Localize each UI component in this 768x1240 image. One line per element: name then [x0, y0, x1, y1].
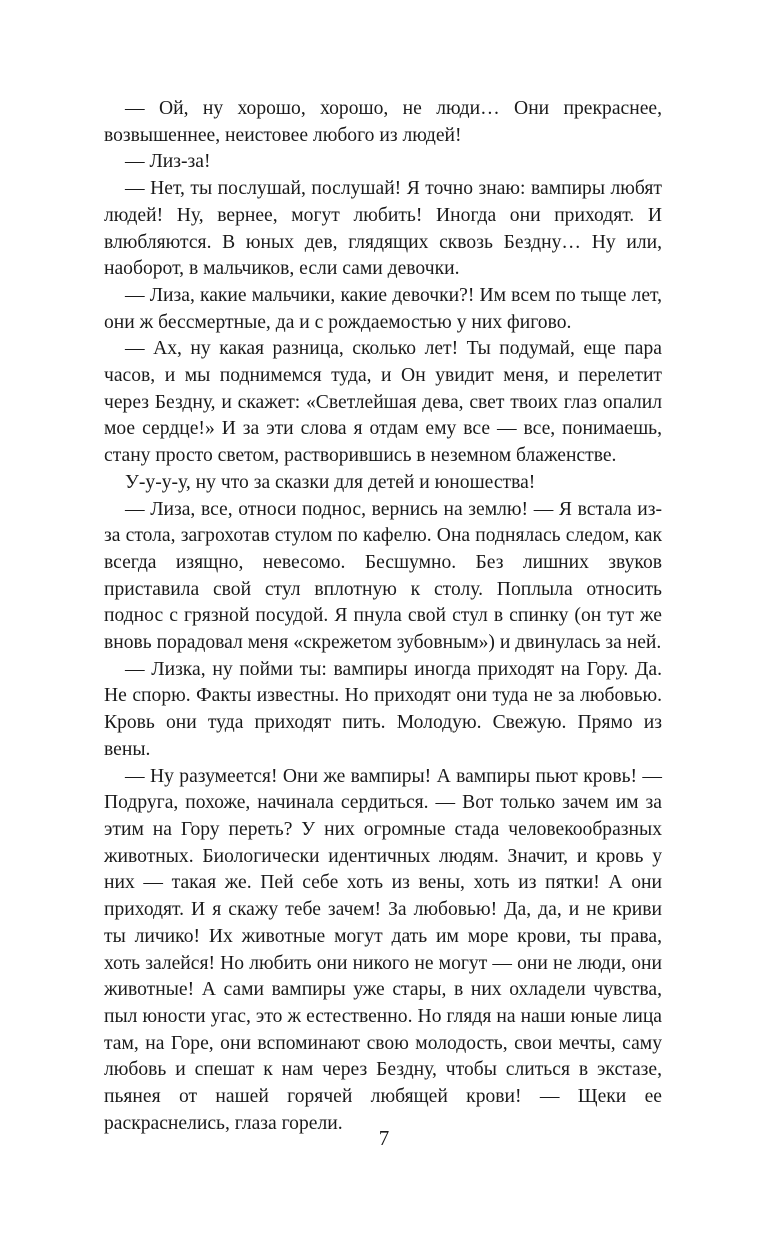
paragraph-4: — Лиза, какие мальчики, какие девочки?! Им всем по тыще лет, они ж бессмертные, да и с рождаемостью у них фигово.	[104, 284, 662, 333]
paragraph-7: — Лиза, все, относи поднос, вернись на землю! — Я встала из-за стола, загрохотав стулом по кафелю. Она поднялась следом, как всегда изящно, невесомо. Бесшумно. Без лишних звуков приставила свой стул вплотную к столу. Поплыла относить поднос с грязной посудой. Я пнула свой стул в спинку (он тут же вновь порадовал меня «скрежетом зубовным») и двинулась за ней.	[104, 498, 662, 654]
page-number: 7	[378, 1126, 390, 1150]
paragraph-2: — Лиз-за!	[125, 151, 211, 173]
paragraph-5: — Ах, ну какая разница, сколько лет! Ты подумай, еще пара часов, и мы поднимемся туда, и Он увидит меня, и перелетит через Бездну, и скажет: «Светлейшая дева, свет твоих глаз опалил мое сердце!» И за эти слова я отдам ему все — все, понимаешь, стану просто светом, растворившись в неземном блаженстве.	[104, 338, 662, 467]
page-text-block	[104, 96, 662, 1137]
paragraph-1: — Ой, ну хорошо, хорошо, не люди… Они прекраснее, возвышеннее, неистовее любого из людей!	[104, 98, 662, 146]
paragraph-9: — Ну разумеется! Они же вампиры! А вампиры пьют кровь! — Подруга, похоже, начинала сердиться. — Вот только зачем им за этим на Гору переть? У них огромные стада человекообразных животных. Биологически идентичных людям. Значит, и кровь у них — такая же. Пей себе хоть из вены, хоть из пятки! А они приходят. И я скажу тебе зачем! За любовью! Да, да, и не криви ты личико! Их животные могут дать им море крови, ты права, хоть залейся! Но любить они никого не могут — они не люди, они животные! А сами вампиры уже стары, в них охладели чувства, пыл юности угас, это ж естественно. Но глядя на наши юные лица там, на Горе, они вспоминают свою молодость, свои мечты, саму любовь и спешат к нам через Бездну, чтобы слиться в экстазе, пьянея от нашей горячей любящей крови! — Щеки ее раскраснелись, глаза горели.	[104, 765, 662, 1134]
paragraph-6: У-у-у-у, ну что за сказки для детей и юношества!	[125, 471, 536, 493]
paragraph-3: — Нет, ты послушай, послушай! Я точно знаю: вампиры любят людей! Ну, вернее, могут любить! Иногда они приходят. И влюбляются. В юных дев, глядящих сквозь Бездну… Ну или, наоборот, в мальчиков, если сами девочки.	[104, 178, 662, 280]
paragraph-8: — Лизка, ну пойми ты: вампиры иногда приходят на Гору. Да. Не спорю. Факты известны. Но приходят они туда не за любовью. Кровь они туда приходят пить. Молодую. Свежую. Прямо из вены.	[104, 658, 662, 760]
